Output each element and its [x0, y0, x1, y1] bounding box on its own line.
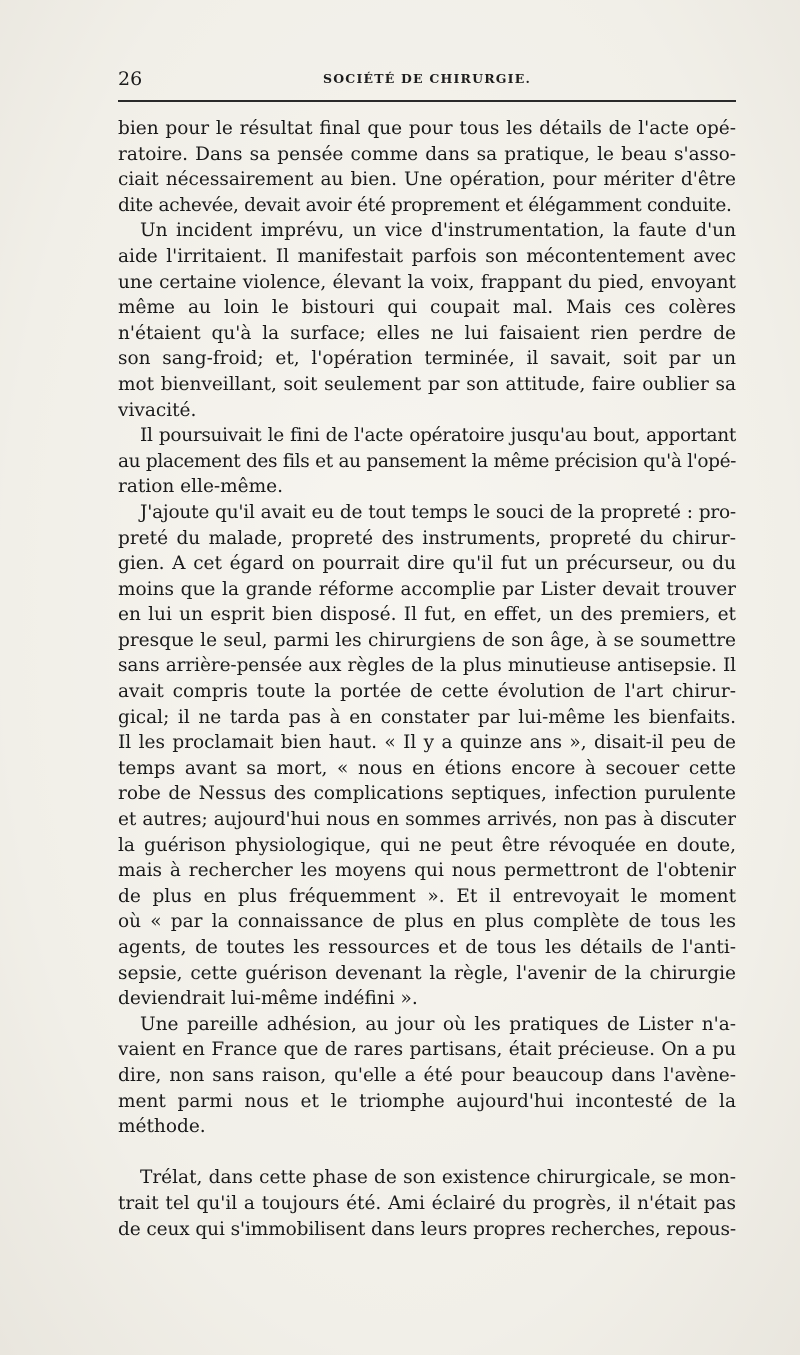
text-line: même au loin le bistouri qui coupait mal. Mais ces colères	[118, 297, 736, 319]
text-line: ciait nécessairement au bien. Une opération, pour mériter d'être	[118, 169, 736, 191]
paragraph	[118, 116, 736, 218]
text-line: Une pareille adhésion, au jour où les pratiques de Lister n'a-	[140, 1013, 736, 1035]
running-title: SOCIÉTÉ DE CHIRURGIE.	[322, 71, 532, 86]
paragraph	[118, 500, 736, 1012]
text-line: avait compris toute la portée de cette évolution de l'art chirur-	[118, 681, 736, 703]
text-line: aide l'irritaient. Il manifestait parfois son mécontentement avec	[118, 245, 736, 267]
text-line: agents, de toutes les ressources et de tous les détails de l'anti-	[118, 937, 736, 958]
text-line: preté du malade, propreté des instruments, propreté du chirur-	[118, 527, 736, 549]
text-line: de plus en plus fréquemment ». Et il entrevoyait le moment	[118, 885, 736, 907]
text-line: Il les proclamait bien haut. « Il y a quinze ans », disait-il peu de	[118, 732, 736, 754]
text-line: méthode.	[118, 1116, 206, 1138]
section-break	[118, 1140, 736, 1166]
text-line: J'ajoute qu'il avait eu de tout temps le souci de la propreté : pro-	[140, 501, 736, 523]
text-line: moins que la grande réforme accomplie par Lister devait trouver	[118, 578, 736, 600]
text-line: ratoire. Dans sa pensée comme dans sa pratique, le beau s'asso-	[118, 143, 736, 165]
text-line: en lui un esprit bien disposé. Il fut, en effet, un des premiers, et	[118, 604, 736, 626]
text-line: trait tel qu'il a toujours été. Ami éclairé du progrès, il n'était pas	[118, 1192, 736, 1214]
text-line: son sang-froid; et, l'opération terminée, il savait, soit par un	[118, 348, 736, 370]
text-line: n'étaient qu'à la surface; elles ne lui faisaient rien perdre de	[118, 322, 736, 344]
text-line: mais à rechercher les moyens qui nous permettront de l'obtenir	[118, 860, 736, 882]
page-number: 26	[118, 68, 143, 90]
text-line: ration elle-même.	[118, 476, 284, 498]
text-line: robe de Nessus des complications septiques, infection purulente	[118, 783, 736, 805]
text-line: gien. A cet égard on pourrait dire qu'il fut un précurseur, ou du	[118, 553, 736, 575]
text-line: vaient en France que de rares partisans, était précieuse. On a pu	[118, 1039, 736, 1061]
text-line: dite achevée, devait avoir été proprement et élégamment conduite.	[118, 194, 732, 216]
text-line: une certaine violence, élevant la voix, frappant du pied, envoyant	[118, 271, 736, 293]
text-line: sans arrière-pensée aux règles de la plus minutieuse antisepsie. Il	[118, 655, 736, 677]
text-line: vivacité.	[118, 399, 197, 421]
body-text	[118, 116, 736, 1242]
text-line: bien pour le résultat final que pour tous les détails de l'acte opé-	[118, 118, 736, 139]
text-line: presque le seul, parmi les chirurgiens de son âge, à se soumettre	[118, 629, 736, 651]
text-line: de ceux qui s'immobilisent dans leurs propres recherches, repous-	[118, 1218, 736, 1240]
header-rule	[118, 100, 736, 102]
text-line: dire, non sans raison, qu'elle a été pour beaucoup dans l'avène-	[118, 1064, 736, 1086]
text-line: deviendrait lui-même indéfini ».	[118, 988, 418, 1010]
text-line: et autres; aujourd'hui nous en sommes arrivés, non pas à discuter	[118, 809, 736, 831]
paragraph	[118, 218, 736, 423]
text-line: où « par la connaissance de plus en plus complète de tous les	[118, 911, 736, 933]
text-line: ment parmi nous et le triomphe aujourd'hui incontesté de la	[118, 1090, 736, 1112]
paragraph	[118, 423, 736, 500]
text-line: sepsie, cette guérison devenant la règle, l'avenir de la chirurgie	[118, 962, 736, 984]
paragraph	[118, 1012, 736, 1140]
text-line: Trélat, dans cette phase de son existence chirurgicale, se mon-	[140, 1167, 736, 1189]
text-line: temps avant sa mort, « nous en étions encore à secouer cette	[118, 757, 736, 779]
text-line: la guérison physiologique, qui ne peut être révoquée en doute,	[118, 834, 736, 856]
text-line: Il poursuivait le fini de l'acte opératoire jusqu'au bout, apportant	[140, 425, 736, 447]
paragraph	[118, 1165, 736, 1242]
text-line: Un incident imprévu, un vice d'instrumentation, la faute d'un	[140, 220, 736, 242]
text-line: au placement des fils et au pansement la même précision qu'à l'opé-	[118, 450, 736, 472]
text-line: mot bienveillant, soit seulement par son attitude, faire oublier sa	[118, 373, 736, 395]
text-line: gical; il ne tarda pas à en constater par lui-même les bienfaits.	[118, 706, 736, 728]
page-header	[118, 66, 736, 96]
